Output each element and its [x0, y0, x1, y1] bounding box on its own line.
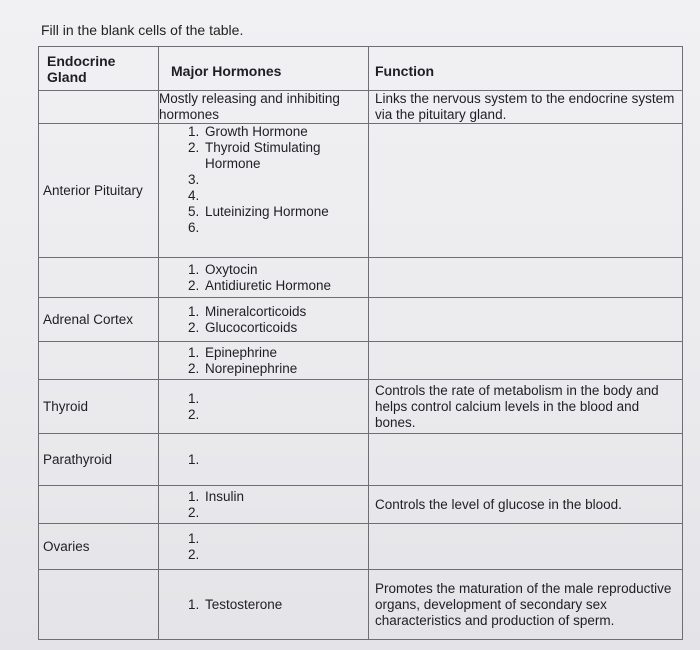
hormones-intro-text: Mostly releasing and inhibiting hormones — [159, 91, 340, 122]
hormones-cell — [159, 434, 369, 486]
hormone-item-blank[interactable] — [203, 391, 368, 407]
hormone-item-blank[interactable] — [203, 220, 368, 236]
gland-cell: Anterior Pituitary — [39, 124, 159, 258]
function-cell-blank[interactable] — [369, 434, 683, 486]
table-row — [39, 570, 683, 640]
function-cell-blank[interactable] — [369, 124, 683, 258]
hormones-cell — [159, 486, 369, 524]
hormone-item: 1. Growth Hormone — [203, 124, 368, 140]
hormone-item-blank[interactable] — [203, 188, 368, 204]
hormone-item: 5. Luteinizing Hormone — [203, 204, 368, 220]
hormone-item: 1. Testosterone — [203, 597, 368, 613]
table-row — [39, 524, 683, 570]
hormones-cell — [159, 380, 369, 434]
table-row — [39, 91, 683, 124]
gland-cell-blank[interactable] — [39, 486, 159, 524]
hormone-item: 1. Insulin — [203, 489, 368, 505]
table-row — [39, 258, 683, 298]
function-cell-blank[interactable] — [369, 524, 683, 570]
table-row — [39, 380, 683, 434]
hormone-item-blank[interactable] — [203, 547, 368, 563]
gland-cell-blank[interactable] — [39, 570, 159, 640]
hormone-item: 2. Glucocorticoids — [203, 320, 368, 336]
header-gland: Endocrine Gland — [39, 47, 159, 91]
hormone-item-blank[interactable] — [203, 531, 368, 547]
gland-cell-blank[interactable] — [39, 342, 159, 380]
function-cell-blank[interactable] — [369, 342, 683, 380]
hormones-cell — [159, 570, 369, 640]
hormone-item-blank[interactable] — [203, 452, 368, 468]
hormone-item: 2. Antidiuretic Hormone — [203, 278, 368, 294]
hormones-cell — [159, 298, 369, 342]
function-cell: Controls the rate of metabolism in the body and helps control calcium levels in the blood and bones. — [369, 380, 683, 434]
hormone-item-blank[interactable] — [203, 407, 368, 423]
hormones-cell — [159, 124, 369, 258]
gland-cell: Ovaries — [39, 524, 159, 570]
gland-cell: Adrenal Cortex — [39, 298, 159, 342]
hormone-item-blank[interactable] — [203, 172, 368, 188]
endocrine-table — [38, 46, 683, 640]
header-function: Function — [369, 47, 683, 91]
table-row — [39, 298, 683, 342]
hormones-cell — [159, 258, 369, 298]
table-row — [39, 124, 683, 258]
hormone-item: 1. Mineralcorticoids — [203, 304, 368, 320]
table-row — [39, 434, 683, 486]
hormone-item: 1. Epinephrine — [203, 345, 368, 361]
hormone-item: 2. Norepinephrine — [203, 361, 368, 377]
hormone-item: 2. Thyroid Stimulating Hormone — [203, 140, 368, 172]
function-cell: Links the nervous system to the endocrine system via the pituitary gland. — [369, 91, 683, 124]
hormones-cell — [159, 524, 369, 570]
hormones-intro — [159, 91, 369, 124]
function-cell-blank[interactable] — [369, 298, 683, 342]
header-hormones: Major Hormones — [159, 47, 369, 91]
header-row — [39, 47, 683, 91]
table-row — [39, 486, 683, 524]
gland-cell[interactable] — [39, 91, 159, 124]
hormones-cell — [159, 342, 369, 380]
gland-cell: Parathyroid — [39, 434, 159, 486]
instruction-text: Fill in the blank cells of the table. — [41, 22, 244, 38]
gland-cell-blank[interactable] — [39, 258, 159, 298]
table-row — [39, 342, 683, 380]
function-cell-blank[interactable] — [369, 258, 683, 298]
function-cell: Controls the level of glucose in the blood. — [369, 486, 683, 524]
function-cell: Promotes the maturation of the male reproductive organs, development of secondary sex characteristics and production of sperm. — [369, 570, 683, 640]
gland-cell: Thyroid — [39, 380, 159, 434]
hormone-item-blank[interactable] — [203, 505, 368, 521]
hormone-item: 1. Oxytocin — [203, 262, 368, 278]
